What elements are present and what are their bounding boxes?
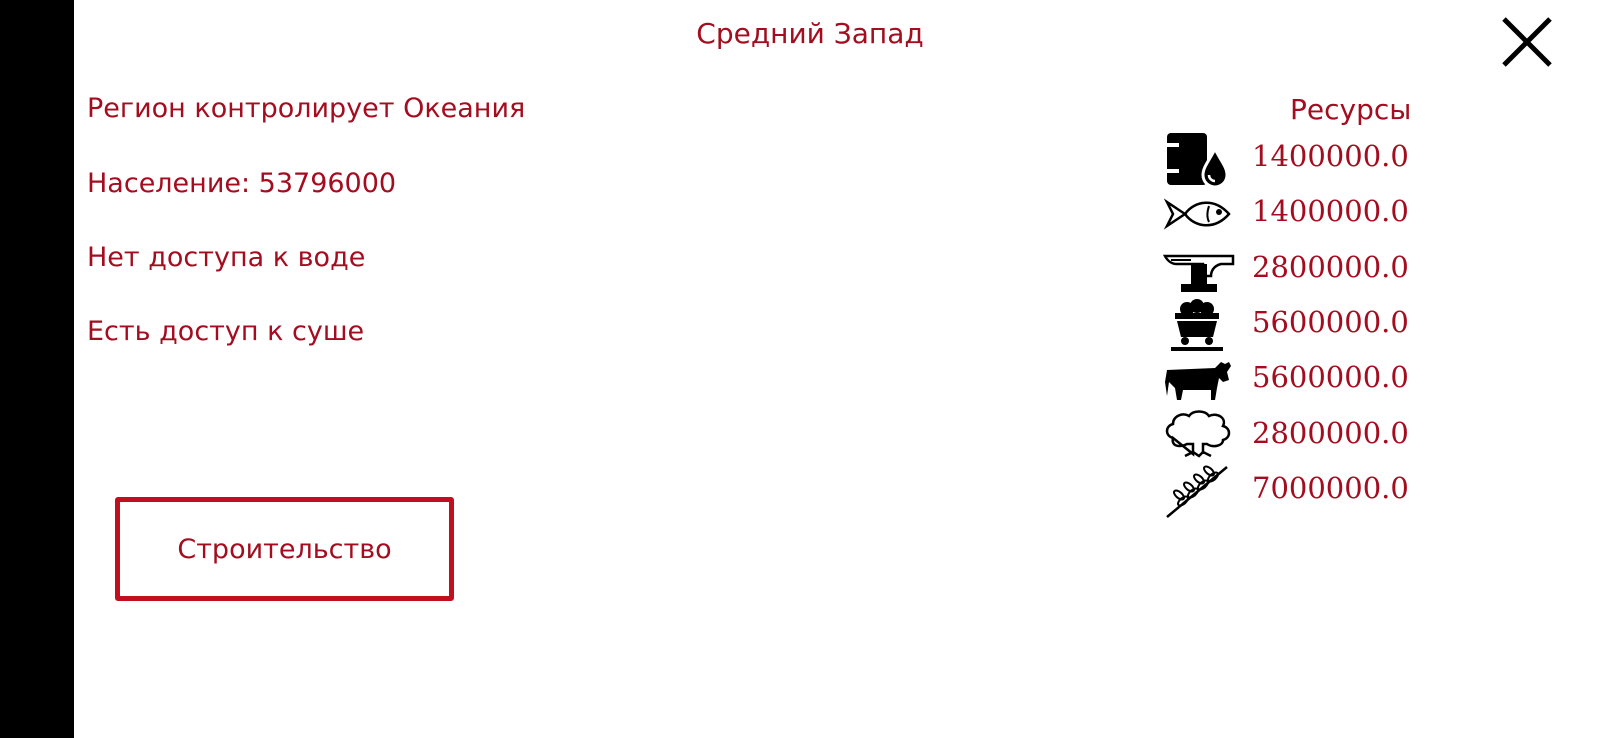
resource-row-coal <box>1163 297 1443 353</box>
region-title: Средний Запад <box>696 17 924 50</box>
resources-title: Ресурсы <box>1290 93 1412 126</box>
close-icon <box>1496 11 1558 73</box>
resource-row-metal <box>1163 242 1443 298</box>
population-text: Население: 53796000 <box>87 168 397 199</box>
resource-value: 5600000.0 <box>1252 360 1409 394</box>
resource-row-fish <box>1163 186 1443 242</box>
close-button[interactable] <box>1496 11 1558 73</box>
resource-value: 1400000.0 <box>1252 139 1409 173</box>
resource-row-grain <box>1163 463 1443 519</box>
fish-icon <box>1163 186 1235 242</box>
construction-button[interactable]: Строительство <box>115 497 454 601</box>
resource-value: 2800000.0 <box>1252 416 1409 450</box>
water-access-text: Нет доступа к воде <box>87 242 366 273</box>
resource-row-oil <box>1163 131 1443 187</box>
land-access-text: Есть доступ к суше <box>87 316 365 347</box>
wheat-icon <box>1163 463 1235 519</box>
cow-icon <box>1163 352 1235 408</box>
resource-value: 2800000.0 <box>1252 250 1409 284</box>
resource-value: 7000000.0 <box>1252 471 1409 505</box>
oil-barrel-icon <box>1163 131 1235 187</box>
resource-row-wood <box>1163 408 1443 464</box>
resource-value: 1400000.0 <box>1252 194 1409 228</box>
left-black-bar <box>0 0 74 738</box>
resource-value: 5600000.0 <box>1252 305 1409 339</box>
control-text: Регион контролирует Океания <box>87 93 526 124</box>
anvil-icon <box>1163 242 1235 298</box>
tree-icon <box>1163 408 1235 464</box>
resource-row-cattle <box>1163 352 1443 408</box>
coal-cart-icon <box>1163 297 1235 353</box>
